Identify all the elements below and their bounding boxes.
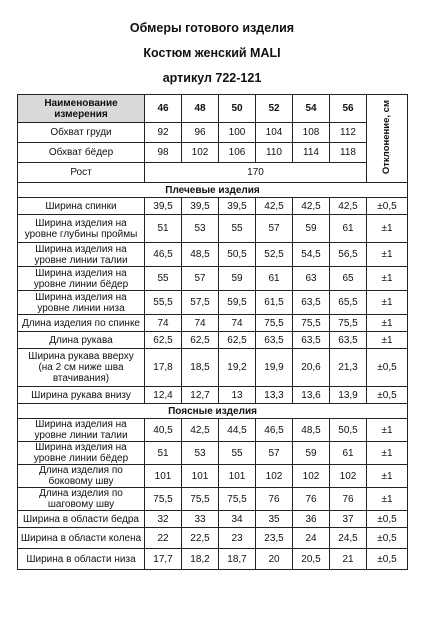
section-title: Поясные изделия (18, 404, 408, 419)
measurement-value: 42,5 (256, 198, 293, 215)
measurement-value: 32 (145, 511, 182, 528)
measurement-value: 53 (182, 442, 219, 465)
measurement-value: 39,5 (145, 198, 182, 215)
measurement-name: Длина изделия по шаговому шву (18, 488, 145, 511)
measurement-value: 59 (293, 215, 330, 243)
measurement-value: 46,5 (145, 243, 182, 267)
measurement-value: 20,6 (293, 349, 330, 387)
deviation-value: ±0,5 (367, 528, 408, 549)
table-row (18, 549, 408, 570)
deviation-value: ±1 (367, 267, 408, 291)
deviation-value: ±1 (367, 243, 408, 267)
measurement-value: 52,5 (256, 243, 293, 267)
measurement-name: Ширина в области колена (18, 528, 145, 549)
measurements-table (17, 94, 408, 570)
measurement-value: 75,5 (293, 315, 330, 332)
measurement-value: 62,5 (219, 332, 256, 349)
table-row (18, 465, 408, 488)
measurement-value: 63,5 (293, 332, 330, 349)
measurement-value: 62,5 (182, 332, 219, 349)
size-header: 52 (256, 95, 293, 123)
table-row (18, 315, 408, 332)
measurement-value: 62,5 (145, 332, 182, 349)
measurement-value: 13 (219, 387, 256, 404)
measurement-name: Ширина в области бедра (18, 511, 145, 528)
measurement-value: 100 (219, 123, 256, 143)
table-row (18, 332, 408, 349)
measurement-value: 59,5 (219, 291, 256, 315)
document-title: Обмеры готового изделия (129, 21, 295, 35)
measurement-value: 98 (145, 143, 182, 163)
measurement-value: 114 (293, 143, 330, 163)
measurement-value: 101 (219, 465, 256, 488)
measurement-value: 59 (293, 442, 330, 465)
measurement-value: 36 (293, 511, 330, 528)
measurement-value: 34 (219, 511, 256, 528)
measurement-name: Ширина рукава вверху (на 2 см ниже шва втачивания) (18, 349, 145, 387)
deviation-value: ±1 (367, 315, 408, 332)
measurement-name: Ширина изделия на уровне линии талии (18, 243, 145, 267)
table-row-height (18, 163, 408, 183)
measurement-value: 24 (293, 528, 330, 549)
measurement-value: 53 (182, 215, 219, 243)
measurement-name: Обхват бёдер (18, 143, 145, 163)
measurement-value: 21,3 (330, 349, 367, 387)
measurement-value: 40,5 (145, 419, 182, 442)
measurement-value: 61 (330, 442, 367, 465)
deviation-value: ±1 (367, 442, 408, 465)
measurement-value: 76 (293, 488, 330, 511)
measurement-value: 35 (256, 511, 293, 528)
measurement-value: 39,5 (182, 198, 219, 215)
measurement-value: 75,5 (182, 488, 219, 511)
measurement-value: 22 (145, 528, 182, 549)
measurement-value: 56,5 (330, 243, 367, 267)
measurement-value: 74 (182, 315, 219, 332)
measurement-value: 55 (145, 267, 182, 291)
measurement-value: 74 (219, 315, 256, 332)
table-row (18, 488, 408, 511)
table-row (18, 267, 408, 291)
deviation-value: ±1 (367, 419, 408, 442)
measurement-name: Обхват груди (18, 123, 145, 143)
measurement-value: 61,5 (256, 291, 293, 315)
measurement-value: 19,9 (256, 349, 293, 387)
measurement-value: 23 (219, 528, 256, 549)
measurement-value: 42,5 (182, 419, 219, 442)
table-row (18, 243, 408, 267)
measurement-value: 75,5 (256, 315, 293, 332)
measurement-value: 24,5 (330, 528, 367, 549)
measurement-value: 101 (145, 465, 182, 488)
section-row (18, 404, 408, 419)
table-row (18, 419, 408, 442)
measurement-value: 75,5 (145, 488, 182, 511)
measurement-value: 110 (256, 143, 293, 163)
measurement-value: 18,7 (219, 549, 256, 570)
measurement-name: Длина изделия по боковому шву (18, 465, 145, 488)
measurement-value: 102 (182, 143, 219, 163)
measurement-value: 101 (182, 465, 219, 488)
size-header: 46 (145, 95, 182, 123)
measurement-name: Ширина спинки (18, 198, 145, 215)
product-name: Костюм женский MALI (143, 46, 281, 60)
measurement-value: 102 (256, 465, 293, 488)
deviation-value: ±1 (367, 488, 408, 511)
measurement-value: 51 (145, 215, 182, 243)
measurement-value: 48,5 (182, 243, 219, 267)
measurement-value: 59 (219, 267, 256, 291)
measurement-value: 57,5 (182, 291, 219, 315)
deviation-value: ±1 (367, 291, 408, 315)
measurement-value: 19,2 (219, 349, 256, 387)
measurement-value: 37 (330, 511, 367, 528)
deviation-header (367, 95, 408, 183)
deviation-value: ±0,5 (367, 198, 408, 215)
measurement-value: 50,5 (219, 243, 256, 267)
measurement-value: 55 (219, 215, 256, 243)
measurement-value: 18,2 (182, 549, 219, 570)
measurement-value: 63,5 (293, 291, 330, 315)
size-header: 50 (219, 95, 256, 123)
measurement-name: Ширина изделия на уровне линии бёдер (18, 442, 145, 465)
measurement-value: 55,5 (145, 291, 182, 315)
measurement-value: 44,5 (219, 419, 256, 442)
measurement-value: 39,5 (219, 198, 256, 215)
measurement-name: Ширина изделия на уровне линии низа (18, 291, 145, 315)
measurement-value: 57 (182, 267, 219, 291)
measurement-value: 46,5 (256, 419, 293, 442)
table-row (18, 511, 408, 528)
measurement-value: 76 (256, 488, 293, 511)
section-title: Плечевые изделия (18, 183, 408, 198)
measurement-value: 102 (293, 465, 330, 488)
table-row (18, 387, 408, 404)
measurement-name: Длина изделия по спинке (18, 315, 145, 332)
measurement-value: 65,5 (330, 291, 367, 315)
measurement-value: 13,3 (256, 387, 293, 404)
size-header: 56 (330, 95, 367, 123)
deviation-value: ±0,5 (367, 387, 408, 404)
measurement-value: 112 (330, 123, 367, 143)
measurement-value: 42,5 (293, 198, 330, 215)
size-header: 48 (182, 95, 219, 123)
deviation-value: ±0,5 (367, 549, 408, 570)
measurement-name: Длина рукава (18, 332, 145, 349)
measurement-name: Ширина изделия на уровне линии бёдер (18, 267, 145, 291)
section-row (18, 183, 408, 198)
measurement-value: 57 (256, 442, 293, 465)
measurement-value: 65 (330, 267, 367, 291)
table-row (18, 123, 408, 143)
measurement-value: 20,5 (293, 549, 330, 570)
measurement-value: 74 (145, 315, 182, 332)
measurement-value: 48,5 (293, 419, 330, 442)
measurement-value: 57 (256, 215, 293, 243)
measurement-value: 102 (330, 465, 367, 488)
measurement-value: 20 (256, 549, 293, 570)
table-row (18, 291, 408, 315)
measurement-value: 104 (256, 123, 293, 143)
measurement-value: 96 (182, 123, 219, 143)
measurement-value: 21 (330, 549, 367, 570)
deviation-value: ±1 (367, 215, 408, 243)
measurement-value: 22,5 (182, 528, 219, 549)
measurement-value: 63,5 (256, 332, 293, 349)
measurement-value: 23,5 (256, 528, 293, 549)
measurement-value: 17,7 (145, 549, 182, 570)
table-row (18, 215, 408, 243)
measurement-value: 75,5 (219, 488, 256, 511)
measurement-value: 61 (330, 215, 367, 243)
measurement-name: Ширина рукава внизу (18, 387, 145, 404)
article-number: артикул 722-121 (162, 71, 262, 85)
measurement-value: 42,5 (330, 198, 367, 215)
table-row (18, 143, 408, 163)
measurement-value: 17,8 (145, 349, 182, 387)
deviation-value: ±0,5 (367, 511, 408, 528)
measurement-value: 108 (293, 123, 330, 143)
measurement-value: 18,5 (182, 349, 219, 387)
measurement-value: 76 (330, 488, 367, 511)
measurement-value: 50,5 (330, 419, 367, 442)
measurement-name: Рост (18, 163, 145, 183)
measurement-value: 55 (219, 442, 256, 465)
measurement-value: 61 (256, 267, 293, 291)
measurement-name: Ширина изделия на уровне линии талии (18, 419, 145, 442)
measurement-value: 12,4 (145, 387, 182, 404)
table-row (18, 528, 408, 549)
measurement-value: 12,7 (182, 387, 219, 404)
column-header-name: Наименование измерения (18, 95, 145, 123)
deviation-value: ±1 (367, 465, 408, 488)
measurement-value: 106 (219, 143, 256, 163)
measurement-value: 54,5 (293, 243, 330, 267)
measurement-value: 75,5 (330, 315, 367, 332)
measurement-value: 63,5 (330, 332, 367, 349)
header-row (18, 95, 408, 123)
table-row (18, 349, 408, 387)
measurement-value: 13,9 (330, 387, 367, 404)
table-row (18, 442, 408, 465)
measurement-value: 33 (182, 511, 219, 528)
measurement-name: Ширина изделия на уровне глубины проймы (18, 215, 145, 243)
deviation-value: ±0,5 (367, 349, 408, 387)
measurement-value: 13,6 (293, 387, 330, 404)
measurement-value: 63 (293, 267, 330, 291)
measurement-value: 51 (145, 442, 182, 465)
deviation-label: Отклонение, см (381, 99, 392, 175)
table-row (18, 198, 408, 215)
measurement-name: Ширина в области низа (18, 549, 145, 570)
height-value: 170 (145, 163, 367, 183)
deviation-value: ±1 (367, 332, 408, 349)
measurement-value: 92 (145, 123, 182, 143)
measurement-value: 118 (330, 143, 367, 163)
size-header: 54 (293, 95, 330, 123)
